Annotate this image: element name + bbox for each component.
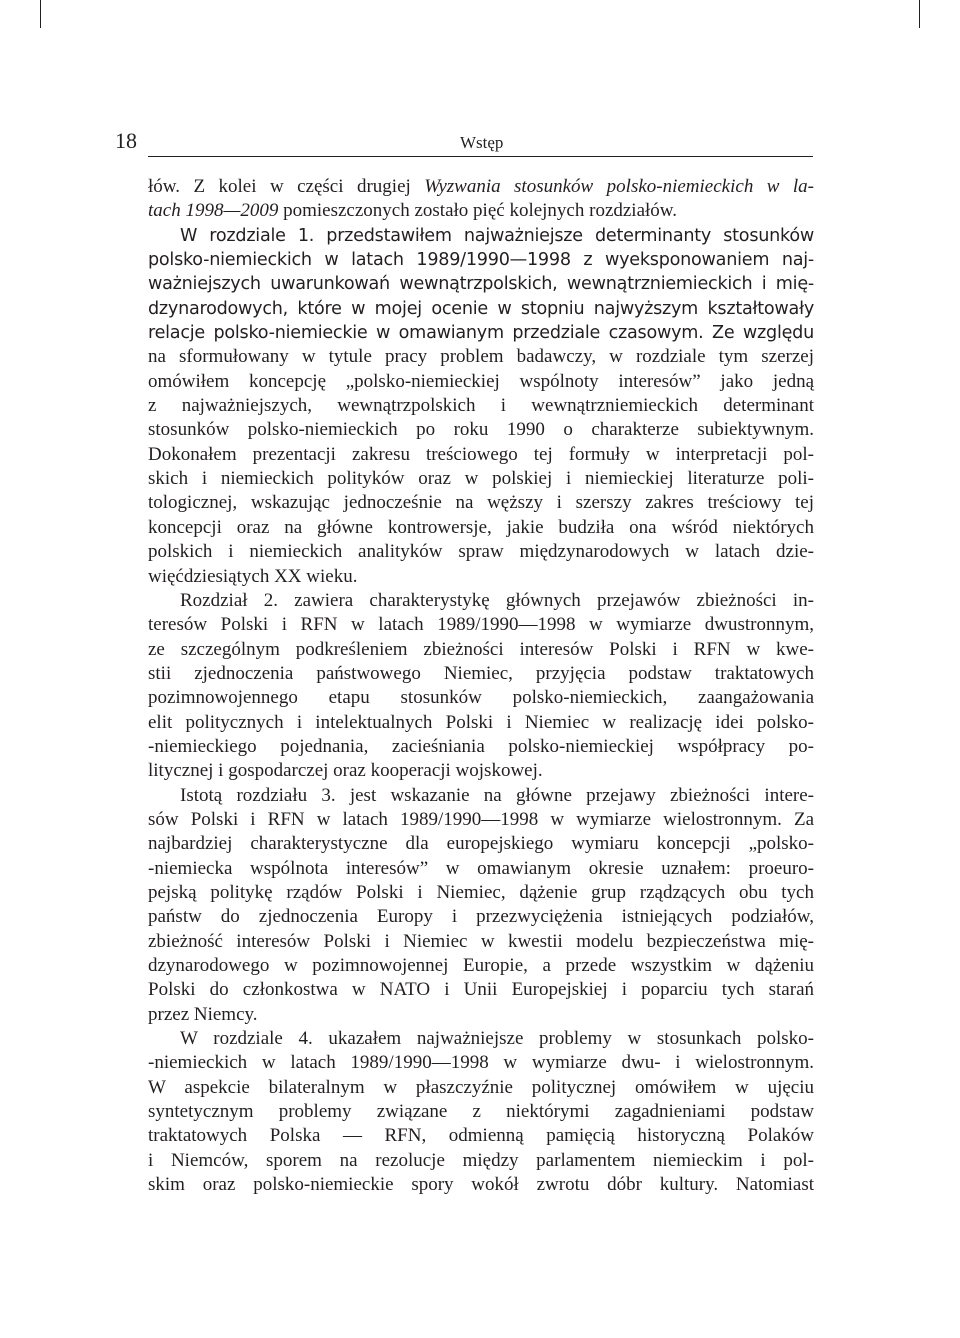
text-line: ze szczególnym podkreśleniem zbieżności interesów Polski i RFN w kwe- bbox=[148, 638, 814, 660]
text-line: omówiłem koncepcję „polsko-niemieckiej wspólnoty interesów” jako jedną bbox=[148, 370, 814, 392]
crop-mark-right bbox=[919, 0, 920, 28]
text-line: pejską politykę rządów Polski i Niemiec, dążenie grup rządzących obu tych bbox=[148, 881, 814, 903]
text-line: tologicznej, wskazując jednocześnie na węższy i szerszy zakres treściowy tej bbox=[148, 492, 814, 514]
text-line: na sformułowany w tytule pracy problem badawczy, w rozdziale tym szerzej bbox=[148, 346, 814, 368]
text-line: Istotą rozdziału 3. jest wskazanie na główne przejawy zbieżności intere- bbox=[180, 784, 814, 806]
text-line: pozimnowojennego etapu stosunków polsko-niemieckich, zaangażowania bbox=[148, 687, 814, 709]
text-line: litycznej i gospodarczej oraz kooperacji wojskowej. bbox=[148, 760, 543, 782]
text-line: W rozdziale 4. ukazałem najważniejsze problemy w stosunkach polsko- bbox=[180, 1028, 814, 1050]
text-line: W rozdziale 1. przedstawiłem najważniejsze determinanty stosunków bbox=[180, 225, 814, 246]
text-line: zbieżność interesów Polski i Niemiec w kwestii modelu bezpieczeństwa mię- bbox=[148, 930, 814, 952]
text-line: Dokonałem prezentacji zakresu treściowego tej formuły w interpretacji pol- bbox=[148, 443, 814, 465]
text-segment: pomieszczonych zostało pięć kolejnych rozdziałów. bbox=[278, 200, 678, 222]
italic-title: Wyzwania stosunków polsko-niemieckich w la- bbox=[424, 176, 814, 197]
text-line: polsko-niemieckich w latach 1989/1990—1998 z wyeksponowaniem naj- bbox=[148, 250, 814, 271]
text-line: przez Niemcy. bbox=[148, 1003, 258, 1025]
text-line: Polski do członkostwa w NATO i Unii Europejskiej i poparciu tych starań bbox=[148, 979, 814, 1001]
text-line: najbardziej charakterystyczne dla europejskiego wymiaru koncepcji „polsko- bbox=[148, 833, 814, 855]
text-line: ważniejszych uwarunkowań wewnątrzpolskich, wewnątrzniemieckich i mię- bbox=[148, 274, 814, 295]
text-line bbox=[148, 175, 814, 199]
running-head: Wstęp bbox=[460, 133, 504, 152]
text-line: sów Polski i RFN w latach 1989/1990—1998 w wymiarze wielostronnym. Za bbox=[148, 808, 814, 830]
text-line: koncepcji oraz na główne kontrowersje, jakie budziła ona wśród niektórych bbox=[148, 516, 814, 538]
italic-title: tach 1998—2009 bbox=[148, 200, 279, 222]
text-segment: łów. Z kolei w części drugiej bbox=[148, 176, 425, 197]
text-line: elit politycznych i intelektualnych Polski i Niemiec w realizację idei polsko- bbox=[148, 711, 814, 733]
text-line: traktatowych Polska — RFN, odmienną pamięcią historyczną Polaków bbox=[148, 1125, 814, 1147]
text-line: -niemieckich w latach 1989/1990—1998 w wymiarze dwu- i wielostronnym. bbox=[148, 1052, 814, 1074]
header-rule bbox=[148, 156, 813, 157]
text-line: skich i niemieckich polityków oraz w polskiej i niemieckiej literaturze poli- bbox=[148, 468, 814, 490]
text-line: stosunków polsko-niemieckich po roku 1990 o charakterze subiektywnym. bbox=[148, 419, 814, 441]
text-line bbox=[148, 199, 814, 223]
text-line: W aspekcie bilateralnym w płaszczyźnie politycznej omówiłem w ujęciu bbox=[148, 1076, 814, 1098]
text-line: dzynarodowych, które w mojej ocenie w stopniu najwyższym kształtowały bbox=[148, 298, 814, 319]
text-line: -niemieckiego pojednania, zacieśniania polsko-niemieckiej współpracy po- bbox=[148, 735, 814, 757]
text-line: teresów Polski i RFN w latach 1989/1990—1998 w wymiarze dwustronnym, bbox=[148, 614, 814, 636]
text-line: skim oraz polsko-niemieckie spory wokół zwrotu dóbr kultury. Natomiast bbox=[148, 1174, 814, 1196]
text-line: dzynarodowego w pozimnowojennej Europie, a przede wszystkim w dążeniu bbox=[148, 955, 814, 976]
text-line: stii zjednoczenia państwowego Niemiec, przyjęcia podstaw traktatowych bbox=[148, 662, 814, 684]
crop-mark-left bbox=[40, 0, 41, 28]
text-line: syntetycznym problemy związane z niektórymi zagadnieniami podstaw bbox=[148, 1101, 814, 1123]
text-line: -niemiecka wspólnota interesów” w omawianym okresie uznałem: proeuro- bbox=[148, 857, 814, 879]
text-line: z najważniejszych, wewnątrzpolskich i wewnątrzniemieckich determinant bbox=[148, 395, 814, 417]
text-line: i Niemców, sporem na rezolucje między parlamentem niemieckim i pol- bbox=[148, 1149, 814, 1171]
page-header bbox=[110, 128, 813, 160]
text-line: Rozdział 2. zawiera charakterystykę głównych przejawów zbieżności in- bbox=[180, 589, 814, 611]
text-line: państw do zjednoczenia Europy i przezwyciężenia istniejących podziałów, bbox=[148, 906, 814, 928]
page-number: 18 bbox=[115, 128, 137, 153]
text-line: relacje polsko-niemieckie w omawianym przedziale czasowym. Ze względu bbox=[148, 323, 814, 344]
text-line: polskich i niemieckich analityków spraw międzynarodowych w latach dzie- bbox=[148, 541, 814, 563]
body-text bbox=[148, 175, 814, 1197]
text-line: więćdziesiątych XX wieku. bbox=[148, 565, 358, 587]
